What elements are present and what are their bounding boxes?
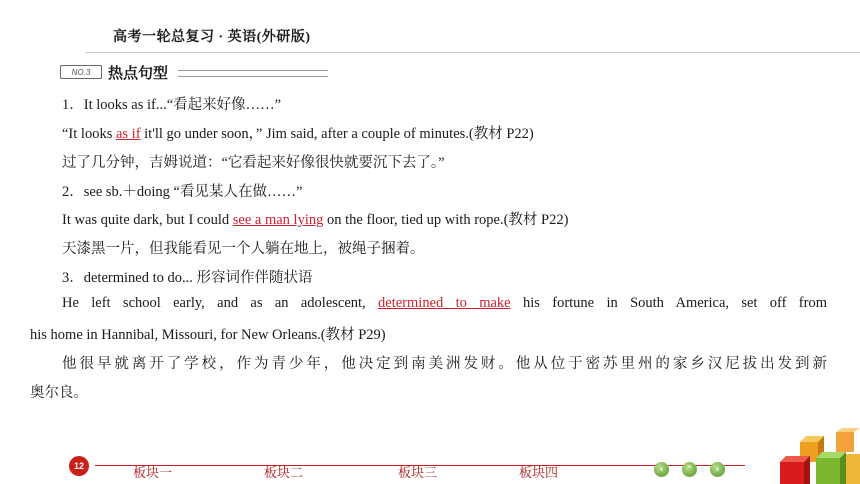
header-divider (85, 52, 860, 53)
item-2-example (62, 208, 568, 229)
item-1-example (62, 122, 534, 143)
prev-page-button[interactable] (654, 462, 669, 477)
next-page-button[interactable] (710, 462, 725, 477)
cube-yellow (846, 454, 860, 484)
tab-section-2[interactable]: 板块二 (264, 465, 304, 480)
item-3-example (62, 295, 827, 312)
example-text: It was quite dark, but I could (62, 212, 233, 228)
item-3-translation-cont: 奥尔良。 (30, 385, 88, 401)
chevron-right-icon: › (715, 464, 720, 475)
page-number: 12 (69, 456, 89, 476)
item-1-translation: 过了几分钟，吉姆说道：“它看起来好像很快就要沉下去了。” (62, 155, 445, 171)
item-3-heading: 3．determined to do... 形容词作伴随状语 (62, 270, 313, 286)
decorative-cubes (760, 428, 860, 484)
chevron-up-icon: ⌃ (685, 464, 694, 475)
home-button[interactable] (682, 462, 697, 477)
section-heading (60, 62, 340, 82)
answer-blank: as if (115, 126, 141, 142)
cube-red (780, 462, 804, 484)
example-text: it'll go under soon，” Jim said, after a couple of minutes.(教材 P22) (140, 126, 534, 142)
cube-top-right (836, 432, 854, 452)
section-divider (178, 70, 328, 77)
tab-section-3[interactable]: 板块三 (398, 465, 438, 480)
answer-blank: determined to make (378, 295, 511, 311)
example-text: his fortune in South America, set off from (510, 295, 827, 311)
section-number-badge: NO.3 (60, 65, 102, 79)
example-text: “It looks (62, 126, 116, 142)
item-2-translation: 天漆黑一片，但我能看见一个人躺在地上，被绳子捆着。 (62, 241, 425, 257)
example-text: He left school early, and as an adolescent, (62, 295, 379, 311)
item-2-heading: 2．see sb.＋doing “看见某人在做……” (62, 184, 303, 200)
item-3-example-cont: his home in Hannibal, Missouri, for New Orleans.(教材 P29) (30, 327, 386, 343)
tab-section-1[interactable]: 板块一 (133, 465, 173, 480)
item-3-translation: 他很早就离开了学校，作为青少年，他决定到南美洲发财。他从位于密苏里州的家乡汉尼拔出发到新 (62, 356, 827, 372)
cube-top-right-top (836, 428, 860, 432)
tab-section-4[interactable]: 板块四 (519, 465, 559, 480)
chevron-left-icon: ‹ (659, 464, 664, 475)
answer-blank: see a man lying (232, 212, 324, 228)
book-title: 高考一轮总复习 · 英语(外研版) (113, 30, 311, 45)
page-header (85, 14, 860, 48)
section-title: 热点句型 (108, 66, 169, 82)
footer-nav (0, 450, 860, 484)
item-1-heading: 1．It looks as if...“看起来好像……” (62, 97, 282, 113)
cube-green (816, 458, 840, 484)
example-text: on the floor, tied up with rope.(教材 P22) (323, 212, 569, 228)
